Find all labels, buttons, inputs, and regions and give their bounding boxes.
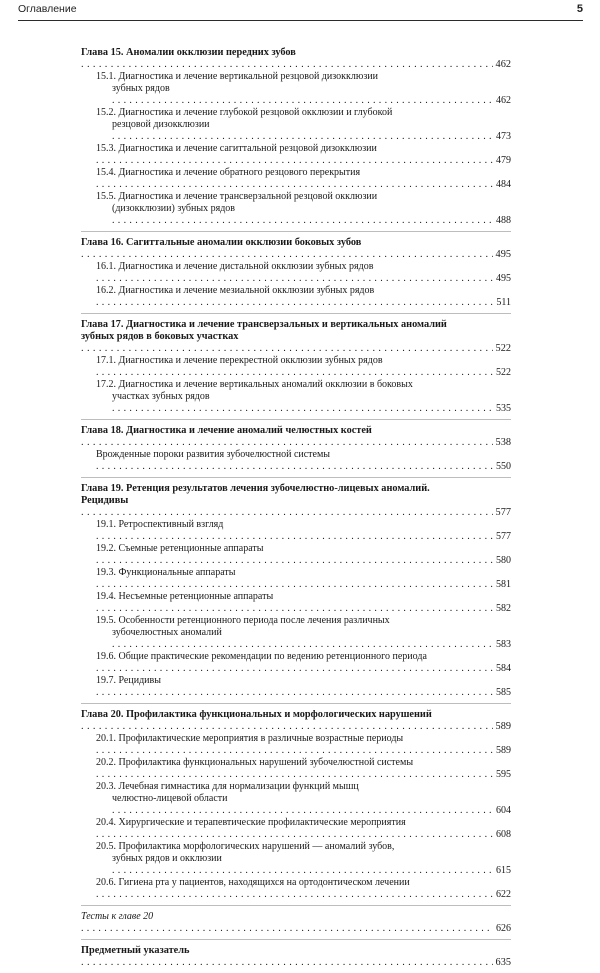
toc-entry[interactable]: 16.2. Диагностика и лечение мезиальной окклюзии зубных рядов . . . 511 [96,285,511,309]
chapter-19 [81,478,511,704]
toc-chapter-heading[interactable]: Глава 15. Аномалии окклюзии передних зубов . . . 462 [81,47,511,71]
toc-entry[interactable]: Врожденные пороки развития зубочелюстной системы . . . 550 [96,449,511,473]
chapter-18 [81,420,511,478]
chapter-17 [81,314,511,420]
toc-entry[interactable]: 20.4. Хирургические и терапевтические профилактические мероприятия . . . 608 [96,817,511,841]
toc-entry-cont[interactable]: зубочелюстных аномалий . . . 583 [96,627,511,651]
toc-index-entry[interactable]: Предметный указатель . . . 635 [81,945,511,969]
toc-entry[interactable]: 19.2. Съемные ретенционные аппараты . . . 580 [96,543,511,567]
toc-chapter-heading-cont[interactable]: зубных рядов в боковых участках . . . 522 [81,331,511,355]
toc-tests-section [81,906,511,940]
toc-entry[interactable]: 17.1. Диагностика и лечение перекрестной окклюзии зубных рядов . . . 522 [96,355,511,379]
toc-entry[interactable]: 20.3. Лечебная гимнастика для нормализации функций мышц [96,781,359,792]
toc-index-section [81,940,511,973]
toc-chapter-heading-cont[interactable]: Рецидивы . . . 577 [81,495,511,519]
toc-chapter-heading[interactable]: Глава 16. Сагиттальные аномалии окклюзии боковых зубов . . . 495 [81,237,511,261]
toc-entry-cont[interactable]: участках зубных рядов . . . 535 [96,391,511,415]
toc-entry-cont[interactable]: резцовой дизокклюзии . . . 473 [96,119,511,143]
table-of-contents [81,47,511,973]
toc-entry[interactable]: 15.2. Диагностика и лечение глубокой резцовой окклюзии и глубокой [96,107,393,118]
toc-entry[interactable]: 19.4. Несъемные ретенционные аппараты . . . 582 [96,591,511,615]
toc-entry[interactable]: 15.4. Диагностика и лечение обратного резцового перекрытия . . . 484 [96,167,511,191]
toc-entry[interactable]: 20.2. Профилактика функциональных нарушений зубочелюстной системы . . . 595 [96,757,511,781]
toc-entry[interactable]: 15.1. Диагностика и лечение вертикальной резцовой дизокклюзии [96,71,378,82]
toc-entry[interactable]: 20.6. Гигиена рта у пациентов, находящихся на ортодонтическом лечении . . . 622 [96,877,511,901]
toc-entry[interactable]: 15.5. Диагностика и лечение трансверзальной резцовой окклюзии [96,191,378,202]
toc-entry[interactable]: 15.3. Диагностика и лечение сагиттальной резцовой дизокклюзии . . . 479 [96,143,511,167]
toc-chapter-heading[interactable]: Глава 20. Профилактика функциональных и морфологических нарушений . . . 589 [81,709,511,733]
toc-entry-cont[interactable]: челюстно-лицевой области . . . 604 [96,793,511,817]
toc-chapter-heading[interactable]: Глава 17. Диагностика и лечение трансверзальных и вертикальных аномалий [81,319,447,330]
toc-entry[interactable]: 19.7. Рецидивы . . . 585 [96,675,511,699]
toc-entry[interactable]: 20.1. Профилактические мероприятия в различные возрастные периоды . . . 589 [96,733,511,757]
toc-chapter-heading[interactable]: Глава 18. Диагностика и лечение аномалий челюстных костей . . . 538 [81,425,511,449]
page-number: 5 [576,3,583,15]
toc-entry-cont[interactable]: (дизокклюзии) зубных рядов . . . 488 [96,203,511,227]
toc-entry-cont[interactable]: зубных рядов и окклюзии . . . 615 [96,853,511,877]
chapter-20 [81,704,511,906]
toc-entry[interactable]: 19.1. Ретроспективный взгляд . . . 577 [96,519,511,543]
chapter-15 [81,47,511,232]
running-header-title: Оглавление [18,3,77,15]
toc-entry-cont[interactable]: зубных рядов . . . 462 [96,83,511,107]
toc-entry[interactable]: 19.6. Общие практические рекомендации по ведению ретенционного периода . . . 584 [96,651,511,675]
running-header [18,0,583,21]
toc-tests-entry[interactable]: Тесты к главе 20 . . . 626 [81,911,511,935]
toc-entry[interactable]: 16.1. Диагностика и лечение дистальной окклюзии зубных рядов . . . 495 [96,261,511,285]
chapter-16 [81,232,511,314]
toc-entry[interactable]: 20.5. Профилактика морфологических нарушений — аномалий зубов, [96,841,395,852]
toc-entry[interactable]: 19.3. Функциональные аппараты . . . 581 [96,567,511,591]
toc-entry[interactable]: 17.2. Диагностика и лечение вертикальных аномалий окклюзии в боковых [96,379,413,390]
toc-entry[interactable]: 19.5. Особенности ретенционного периода после лечения различных [96,615,390,626]
toc-chapter-heading[interactable]: Глава 19. Ретенция результатов лечения зубочелюстно-лицевых аномалий. [81,483,430,494]
